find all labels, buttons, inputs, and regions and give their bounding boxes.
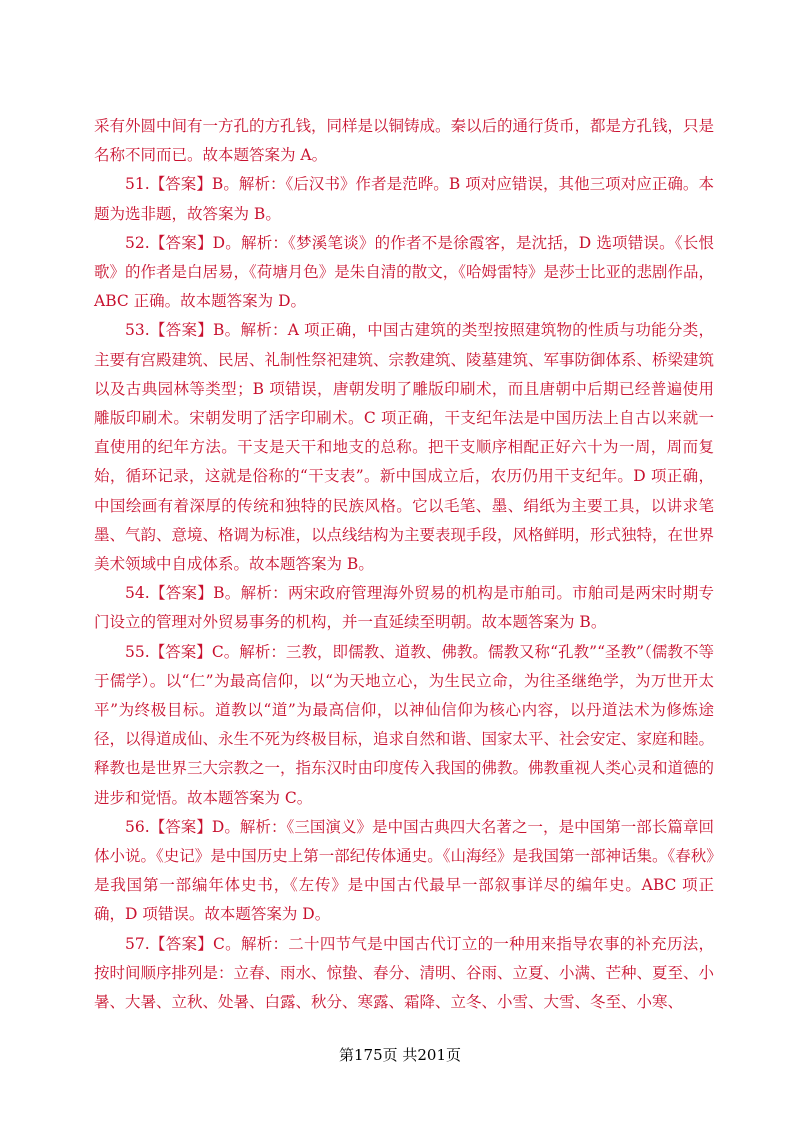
answer-52: 52.【答案】D。解析：《梦溪笔谈》的作者不是徐霞客，是沈括，D 选项错误。《长恨歌》的作者是白居易，《荷塘月色》是朱自清的散文，《哈姆雷特》是莎士比亚的悲剧作品，ABC 正确。故本题答案为 D。 bbox=[94, 233, 715, 311]
page-number-footer: 第175页 共201页 bbox=[338, 1046, 462, 1064]
paragraph-continuation: 采有外圆中间有一方孔的方孔钱，同样是以铜铸成。秦以后的通行货币，都是方孔钱，只是名称不同而已。故本题答案为 A。 bbox=[94, 117, 715, 165]
answer-51: 51.【答案】B。解析：《后汉书》作者是范晔。B 项对应错误，其他三项对应正确。本题为选非题，故答案为 B。 bbox=[94, 175, 714, 223]
answer-explanations bbox=[94, 112, 714, 1017]
answer-57: 57.【答案】C。解析：二十四节气是中国古代订立的一种用来指导农事的补充历法，按时间顺序排列是：立春、雨水、惊蛰、春分、清明、谷雨、立夏、小满、芒种、夏至、小暑、大暑、立秋、处暑、白露、秋分、寒露、霜降、立冬、小雪、大雪、冬至、小寒、 bbox=[94, 934, 715, 1012]
answer-54: 54.【答案】B。解析：两宋政府管理海外贸易的机构是市舶司。市舶司是两宋时期专门设立的管理对外贸易事务的机构，并一直延续至明朝。故本题答案为 B。 bbox=[94, 584, 714, 632]
answer-55: 55.【答案】C。解析：三教，即儒教、道教、佛教。儒教又称“孔教”“圣教”（儒教不等于儒学）。以“仁”为最高信仰，以“为天地立心，为生民立命，为往圣继绝学，为万世开太平”为终极目标。道教以“道”为最高信仰，以神仙信仰为核心内容，以丹道法术为修炼途径，以得道成仙、永生不死为终极目标，追求自然和谐、国家太平、社会安定、家庭和睦。释教也是世界三大宗教之一，指东汉时由印度传入我国的佛教。佛教重视人类心灵和道德的进步和觉悟。故本题答案为 C。 bbox=[94, 642, 715, 807]
answer-56: 56.【答案】D。解析：《三国演义》是中国古典四大名著之一，是中国第一部长篇章回体小说。《史记》是中国历史上第一部纪传体通史。《山海经》是我国第一部神话集。《春秋》是我国第一部编年体史书，《左传》是中国古代最早一部叙事详尽的编年史。ABC 项正确，D 项错误。故本题答案为 D。 bbox=[94, 817, 715, 924]
answer-53: 53.【答案】B。解析：A 项正确，中国古建筑的类型按照建筑物的性质与功能分类，主要有宫殿建筑、民居、礼制性祭祀建筑、宗教建筑、陵墓建筑、军事防御体系、桥梁建筑以及古典园林等类型；B 项错误，唐朝发明了雕版印刷术，而且唐朝中后期已经普遍使用雕版印刷术。宋朝发明了活字印刷术。C 项正确，干支纪年法是中国历法上自古以来就一直使用的纪年方法。干支是天干和地支的总称。把干支顺序相配正好六十为一周，周而复始，循环记录，这就是俗称的“干支表”。新中国成立后，农历仍用干支纪年。D 项正确，中国绘画有着深厚的传统和独特的民族风格。它以毛笔、墨、绢纸为主要工具，以讲求笔墨、气韵、意境、格调为标准，以点线结构为主要表现手段，风格鲜明，形式独特，在世界美术领域中自成体系。故本题答案为 B。 bbox=[94, 321, 715, 574]
